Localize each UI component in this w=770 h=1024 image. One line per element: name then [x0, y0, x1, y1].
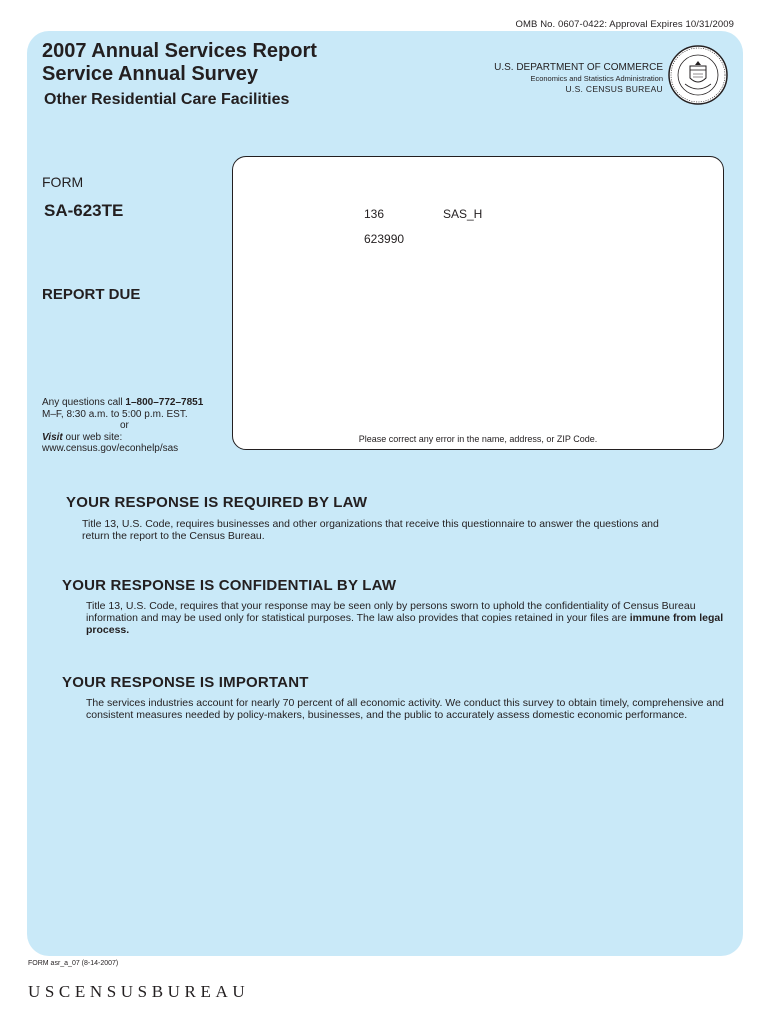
visit-rest: our web site:: [62, 431, 123, 443]
address-correction-note: Please correct any error in the name, address, or ZIP Code.: [358, 434, 598, 444]
omb-approval-notice: OMB No. 0607-0422: Approval Expires 10/31/2009: [515, 19, 734, 30]
required-by-law-text: Title 13, U.S. Code, requires businesses and other organizations that receive this questionnaire to answer the questions and return the report to the Census Bureau.: [82, 518, 659, 542]
department-block: [494, 62, 663, 95]
survey-code: SAS_H: [443, 207, 483, 221]
census-bureau-wordmark: USCENSUSBUREAU: [28, 982, 250, 1001]
report-due-label: REPORT DUE: [42, 286, 141, 303]
website-url: www.census.gov/econhelp/sas: [42, 443, 179, 454]
report-title-line2: Service Annual Survey: [42, 63, 259, 85]
required-by-law-heading: YOUR RESPONSE IS REQUIRED BY LAW: [66, 494, 368, 511]
form-id-footer: FORM asr_a_07 (8-14-2007): [28, 960, 119, 967]
confidential-heading: YOUR RESPONSE IS CONFIDENTIAL BY LAW: [62, 577, 397, 594]
administration-name: Economics and Statistics Administration: [530, 74, 663, 83]
bureau-name: U.S. CENSUS BUREAU: [565, 84, 663, 94]
mailing-address-box: [232, 156, 724, 450]
contact-info: [42, 397, 203, 455]
important-text: The services industries account for nearly 70 percent of all economic activity. We conduct this survey to obtain timely, comprehensive and consistent measures needed by policy-makers, businesses, and the public to accurately assess domestic economic performance.: [86, 697, 724, 721]
or-separator: or: [120, 420, 129, 431]
form-number: SA-623TE: [44, 201, 124, 220]
phone-number: 1–800–772–7851: [125, 397, 204, 408]
confidential-body: Title 13, U.S. Code, requires that your response may be seen only by persons sworn to uphold the confidentiality of Census Bureau information and may be used only for statistical purposes. The law also provides that copies retained in your files are: [86, 600, 696, 624]
naics-code: 623990: [364, 232, 405, 246]
visit-line: [42, 432, 203, 444]
report-title: [42, 40, 317, 86]
phone-line: [42, 397, 203, 409]
hours-line: M–F, 8:30 a.m. to 5:00 p.m. EST.: [42, 408, 188, 420]
visit-label: Visit: [42, 431, 63, 443]
department-seal-icon: [667, 44, 729, 106]
department-name: U.S. DEPARTMENT OF COMMERCE: [494, 62, 663, 73]
report-title-line1: 2007 Annual Services Report: [42, 40, 317, 62]
form-label: FORM: [42, 174, 84, 190]
important-heading: YOUR RESPONSE IS IMPORTANT: [62, 674, 309, 691]
report-subtitle: Other Residential Care Facilities: [44, 91, 290, 108]
immune-text: immune from legal process.: [86, 612, 724, 636]
batch-code: 136: [364, 207, 385, 221]
phone-prefix: Any questions call: [42, 397, 126, 408]
confidential-text: [86, 600, 726, 636]
